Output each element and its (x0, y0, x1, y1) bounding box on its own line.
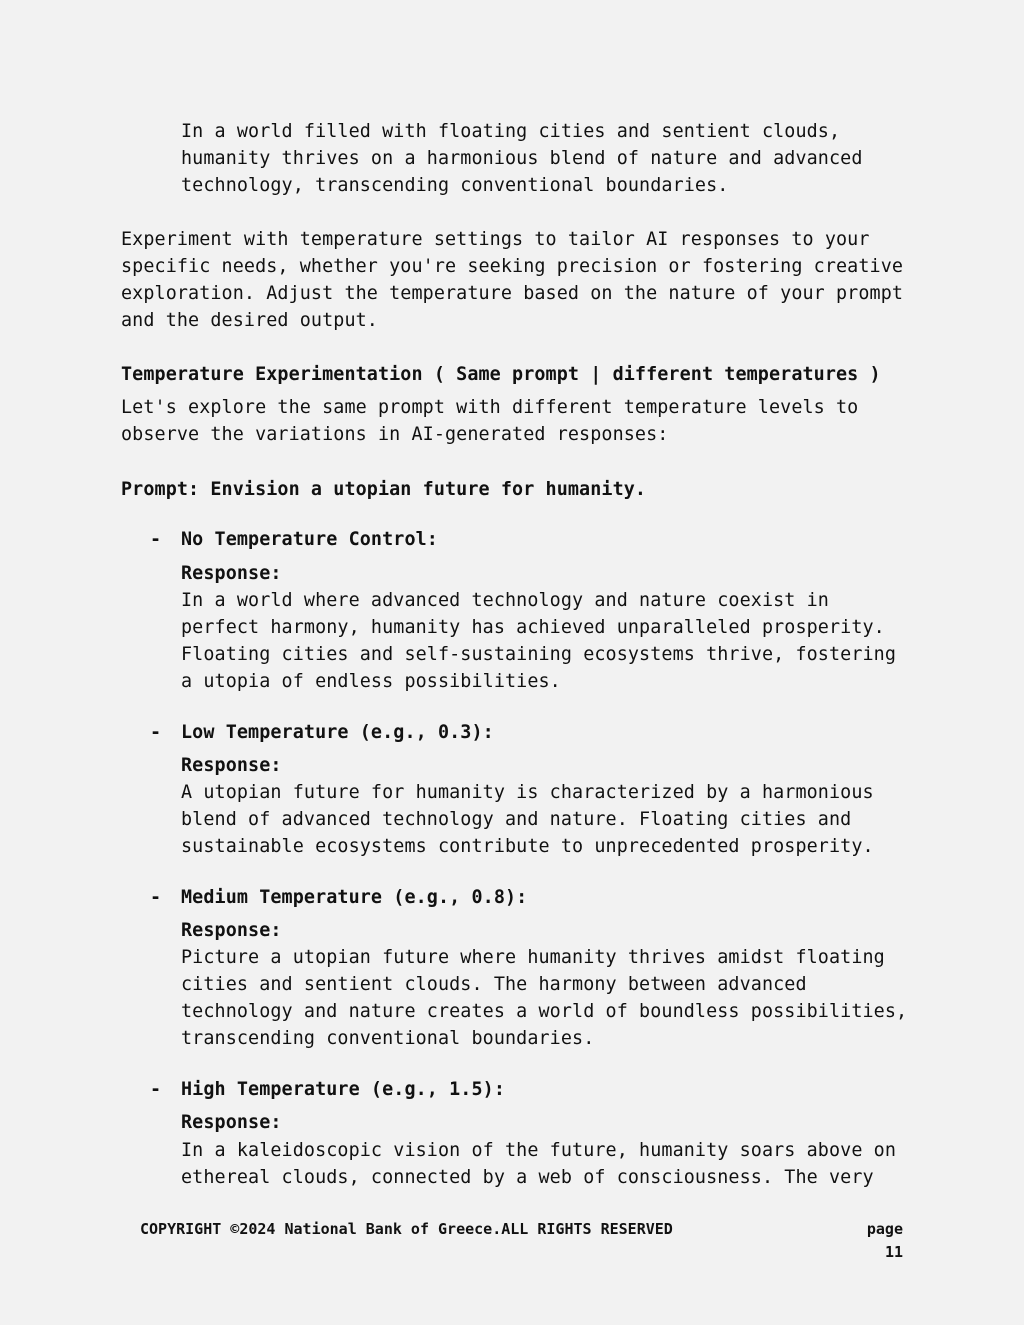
copyright-notice: COPYRIGHT ©2024 National Bank of Greece.ALL RIGHTS RESERVED (140, 1220, 673, 1238)
section-heading: Temperature Experimentation ( Same prompt | different temperatures ) (121, 364, 881, 385)
prompt-line: Prompt: Envision a utopian future for humanity. (121, 479, 647, 500)
bullet-dash: - (150, 887, 162, 908)
page-number: 11 (884, 1243, 903, 1261)
bullet-dash: - (150, 722, 162, 743)
item-title: High Temperature (e.g., 1.5): (181, 1079, 505, 1100)
bullet-dash: - (150, 1079, 162, 1100)
intro-quote: In a world filled with floating cities and sentient clouds, humanity thrives on a harmonious blend of nature and advanced technology, transcending conventional boundaries. (181, 121, 863, 196)
response-label: Response: (181, 1112, 282, 1133)
response-text: A utopian future for humanity is characterized by a harmonious blend of advanced technology and nature. Floating cities and sustainable ecosystems contribute to unprecedented prosperity. (181, 782, 874, 857)
section-intro: Let's explore the same prompt with different temperature levels to observe the variations in AI-generated responses: (121, 397, 859, 445)
response-label: Response: (181, 920, 282, 941)
response-label: Response: (181, 563, 282, 584)
page-label: page (866, 1220, 903, 1238)
response-label: Response: (181, 755, 282, 776)
response-text: Picture a utopian future where humanity thrives amidst floating cities and sentient clouds. The harmony between advanced technology and nature creates a world of boundless possibilities, transcending conventional boundaries. (181, 947, 908, 1049)
response-text: In a kaleidoscopic vision of the future, humanity soars above on ethereal clouds, connected by a web of consciousness. The very (181, 1140, 897, 1188)
bullet-dash: - (150, 529, 162, 550)
experiment-paragraph: Experiment with temperature settings to tailor AI responses to your specific needs, whether you're seeking precision or fostering creative exploration. Adjust the temperature based on the nature of your prompt and the desired output. (121, 229, 904, 331)
item-title: Low Temperature (e.g., 0.3): (181, 722, 494, 743)
item-title: Medium Temperature (e.g., 0.8): (181, 887, 528, 908)
response-text: In a world where advanced technology and nature coexist in perfect harmony, humanity has achieved unparalleled prosperity. Floating cities and self-sustaining ecosystems thrive, fostering a utopia of endless possibilities. (181, 590, 897, 692)
item-title: No Temperature Control: (181, 529, 438, 550)
